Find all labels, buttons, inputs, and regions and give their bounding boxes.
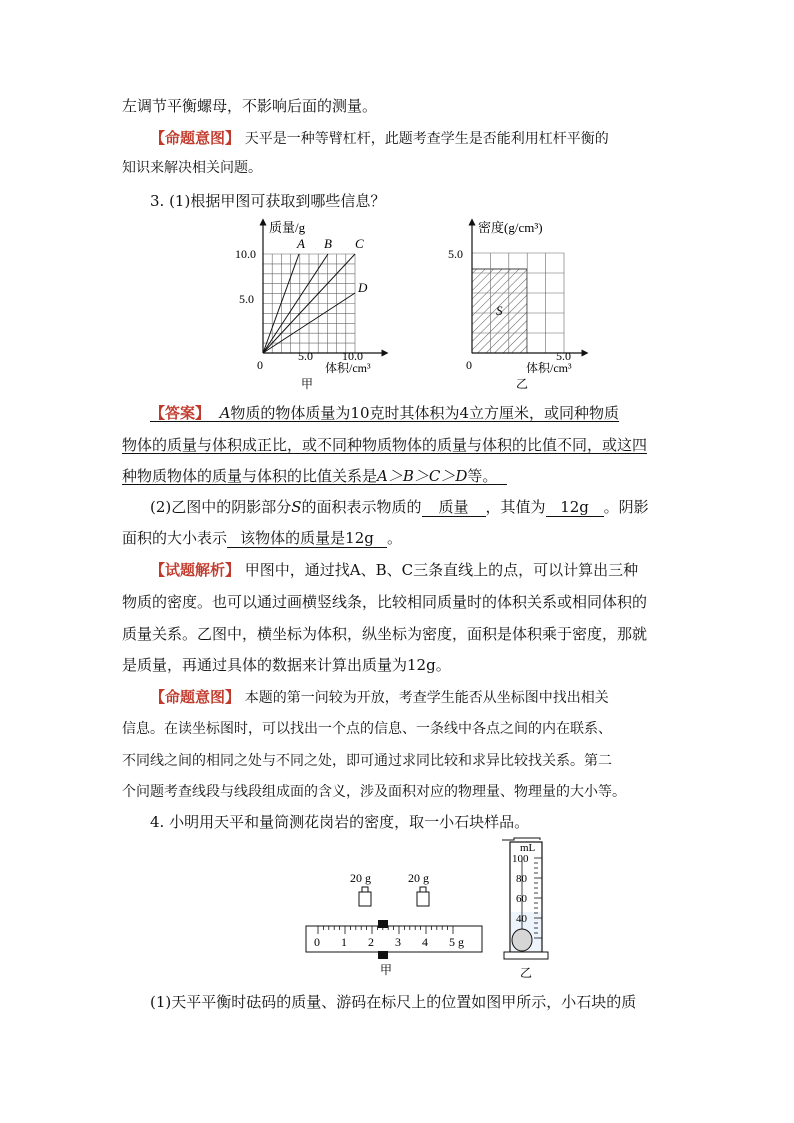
question-3-part-2-line-2: 面积的大小表示 该物体的质量是12g 。: [122, 529, 403, 547]
figure-balance: [300, 862, 490, 982]
intent-text: 天平是一种等臂杠杆，此题考查学生是否能利用杠杆平衡的: [244, 131, 609, 147]
answer-blank-meaning: 该物体的质量是12g: [227, 529, 387, 548]
scale-label: 0: [314, 935, 320, 949]
scale-label: 1: [341, 935, 347, 949]
intent-tag: 【命题意图】: [150, 688, 241, 706]
cylinder-tick-label: 60: [516, 893, 527, 905]
analysis-line-1: 【试题解析】 甲图中，通过找A、B、C三条直线上的点，可以计算出三种: [150, 561, 639, 579]
weight-20g-right: [408, 871, 429, 906]
scale-label: 2: [368, 935, 374, 949]
q3-intent-line-2: 信息。在读坐标图时，可以找出一个点的信息、一条线中各点之间的内在联系、: [122, 721, 612, 737]
unit-ml: mL: [520, 842, 536, 854]
analysis-line-3: 质量关系。乙图中，横坐标为体积，纵坐标为密度，面积是体积乘于密度，那就: [122, 625, 648, 643]
question-4-part-1: (1)天平平衡时砝码的质量、游码在标尺上的位置如图甲所示，小石块的质: [150, 993, 637, 1011]
figure-cylinder: [496, 834, 558, 982]
origin-label: 0: [466, 358, 472, 372]
caption-yi-cylinder: 乙: [520, 966, 533, 980]
question-3-part-2-line-1: (2)乙图中的阴影部分S的面积表示物质的 质量 ，其值为 12g 。阴影: [150, 498, 649, 516]
y-tick-5: 5.0: [448, 247, 463, 261]
label-A: A: [297, 236, 305, 251]
cylinder-tick-label: 40: [516, 913, 527, 925]
q3-intent-line-3: 不同线之间的相同之处与不同之处，即可通过求同比较和求异比较找关系。第二: [122, 753, 612, 769]
answer-line-1: 【答案】 A物质的物体质量为10克时其体积为4立方厘米，或同种物质: [150, 404, 620, 422]
q3-intent-line-1: 【命题意图】 本题的第一问较为开放，考查学生能否从坐标图中找出相关: [150, 688, 609, 706]
analysis-tag: 【试题解析】: [150, 561, 241, 579]
label-C: C: [355, 236, 364, 251]
label-B: B: [324, 236, 332, 251]
scale-label: 3: [395, 935, 401, 949]
answer-tag: 【答案】: [150, 404, 211, 422]
label-D: D: [358, 280, 368, 295]
question-3-part-1: 3. (1)根据甲图可获取到哪些信息？: [150, 192, 386, 210]
figure-yi-graph: [440, 212, 600, 390]
intent-tag: 【命题意图】: [150, 129, 241, 147]
y-axis-label: 密度(g/cm³): [478, 220, 543, 235]
answer-line-3: 种物质物体的质量与体积的比值关系是A＞B＞C＞D等。: [122, 467, 498, 485]
x-tick-5: 5.0: [298, 349, 313, 363]
q3-intent-line-4: 个问题考查线段与线段组成面的含义，涉及面积对应的物理量、物理量的大小等。: [122, 784, 626, 800]
answer-blank-quantity: 质量: [422, 498, 486, 517]
answer-line-2: 物体的质量与体积成正比，或不同种物质物体的质量与体积的比值不同，或这四: [122, 436, 648, 454]
rider: [378, 920, 388, 928]
question-4: 4. 小明用天平和量筒测花岗岩的密度，取一小石块样品。: [150, 813, 530, 831]
x-axis-label: 体积/cm³: [526, 361, 572, 375]
x-tick-10: 10.0: [342, 349, 363, 363]
region-label-S: S: [496, 303, 503, 318]
svg-text:20 g: 20 g: [350, 871, 371, 885]
analysis-line-2: 物质的密度。也可以通过画横竖线条，比较相同质量时的体积关系或相同体积的: [122, 593, 648, 611]
weight-20g-left: [350, 871, 371, 906]
svg-text:20 g: 20 g: [408, 871, 429, 885]
scale-label: 5 g: [449, 935, 464, 949]
x-tick-5: 5.0: [556, 349, 571, 363]
y-axis-label: 质量/g: [269, 220, 306, 235]
q2-intent-line-1: [150, 128, 710, 149]
q2-intent-line-2: 知识来解决相关问题。: [122, 160, 262, 176]
figure-jia-graph: [225, 212, 395, 390]
cylinder-tick-label: 80: [516, 873, 527, 885]
origin-label: 0: [257, 358, 263, 372]
y-tick-5: 5.0: [239, 292, 254, 306]
scale-label: 4: [422, 935, 428, 949]
paragraph-continuation: 左调节平衡螺母，不影响后面的测量。: [122, 97, 378, 115]
caption-jia-balance: 甲: [380, 963, 393, 977]
answer-blank-value: 12g: [546, 498, 604, 517]
caption-yi: 乙: [516, 377, 529, 390]
x-axis-label: 体积/cm³: [325, 361, 371, 375]
stone-sample: [512, 929, 532, 951]
cylinder-tick-label: 100: [512, 853, 529, 865]
y-tick-10: 10.0: [235, 247, 256, 261]
analysis-line-4: 是质量，再通过具体的数据来计算出质量为12g。: [122, 656, 451, 674]
caption-jia: 甲: [301, 377, 314, 390]
